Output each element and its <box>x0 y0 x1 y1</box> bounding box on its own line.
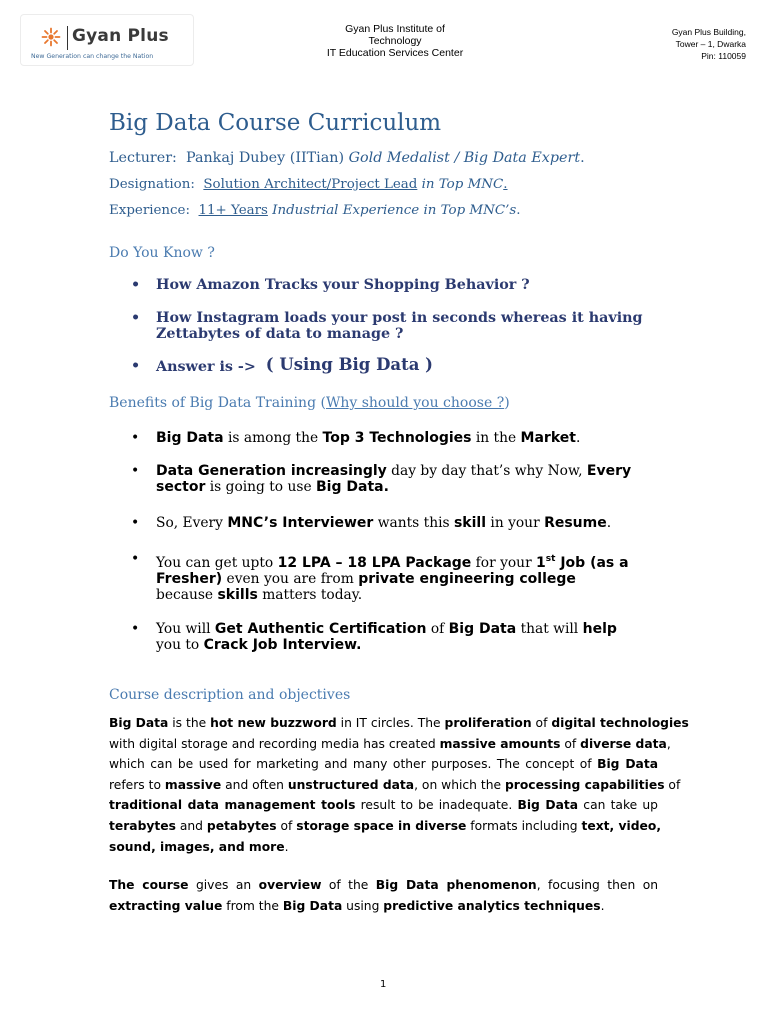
plain-text: of <box>276 818 297 833</box>
plain-text: in IT circles. The <box>336 716 445 730</box>
benefits-heading <box>109 395 510 411</box>
bold-text: storage space in diverse <box>296 818 467 833</box>
designation-role: Solution Architect/Project Lead <box>203 177 418 192</box>
experience-years: 11+ Years <box>198 203 268 218</box>
plain-text: and often <box>221 777 288 792</box>
plain-text: , focusing then on <box>536 878 659 892</box>
bold-text: overview <box>258 878 322 892</box>
lecturer-paren: (IITian) <box>289 150 345 166</box>
plain-text: So, Every <box>156 515 228 531</box>
plain-text: . <box>284 839 289 854</box>
bold-text: Top 3 Technologies <box>322 430 472 446</box>
paragraph-line <box>109 734 671 755</box>
bold-text: Market <box>520 430 576 446</box>
course-paragraph <box>109 875 658 916</box>
bullet-icon: • <box>131 310 141 326</box>
page-title: Big Data Course Curriculum <box>109 110 442 136</box>
plain-text: is the <box>168 716 211 730</box>
list-item-text: Zettabytes of data to manage ? <box>156 326 404 342</box>
bold-text: Resume <box>544 515 607 531</box>
designation-end: . <box>503 177 508 192</box>
plain-text: can take up <box>578 798 658 813</box>
bold-text: Big Data <box>597 757 658 772</box>
lecturer-name: Pankaj Dubey <box>185 150 286 166</box>
paragraph-line <box>109 795 658 816</box>
plain-text: which can be used for marketing and many other purposes. The concept of <box>109 757 598 772</box>
bold-text: proliferation <box>444 716 532 730</box>
plain-text: . <box>575 430 581 446</box>
plain-text: result to be inadequate. <box>355 798 518 813</box>
bold-text: extracting value <box>109 898 223 913</box>
plain-text: for your <box>471 555 537 571</box>
plain-text: is among the <box>223 430 323 446</box>
plain-text: of <box>560 736 581 751</box>
plain-text: You can get upto <box>156 555 278 571</box>
plain-text: even you are from <box>222 571 359 587</box>
course-description-heading: Course description and objectives <box>109 687 351 703</box>
paragraph-line <box>109 816 662 837</box>
bold-text: MNC’s Interviewer <box>227 515 374 531</box>
bullet-icon: • <box>131 358 141 374</box>
plain-text: . <box>606 515 612 531</box>
bold-text: 12 LPA – 18 LPA Package <box>277 555 472 571</box>
institute-line: Technology <box>368 35 422 47</box>
bold-text: 1 <box>536 555 546 571</box>
bold-text: processing capabilities <box>504 777 665 792</box>
plain-text: you to <box>156 637 204 653</box>
address-block <box>606 26 746 62</box>
address-line: Pin: 110059 <box>701 51 746 61</box>
bullet-icon: • <box>131 430 140 446</box>
bold-text: skills <box>217 587 258 603</box>
paragraph-line <box>109 775 681 796</box>
address-line: Tower – 1, Dwarka <box>675 39 746 49</box>
bold-text: Big Data <box>156 430 224 446</box>
experience-line <box>109 203 520 218</box>
logo-name: Gyan Plus <box>72 26 169 46</box>
lecturer-label: Lecturer: <box>109 150 177 166</box>
page-number: 1 <box>380 979 387 990</box>
plain-text: formats including <box>466 818 582 833</box>
bold-text: predictive analytics techniques <box>383 898 601 913</box>
do-you-know-heading: Do You Know ? <box>109 245 215 261</box>
bold-text: digital technologies <box>551 716 689 730</box>
experience-end: . <box>516 203 521 218</box>
bullet-icon: • <box>131 621 140 637</box>
plain-text: of <box>531 716 552 730</box>
lecturer-end: . <box>580 150 585 166</box>
paragraph-line <box>109 875 658 896</box>
bullet-icon: • <box>131 463 140 479</box>
plain-text: using <box>342 898 384 913</box>
course-paragraph <box>109 713 689 857</box>
plain-text: . <box>600 898 605 913</box>
plain-text: You will <box>156 621 215 637</box>
bold-text: Every <box>586 463 632 479</box>
bullet-icon: • <box>131 515 140 531</box>
experience-suffix: Industrial Experience in Top MNC’s <box>272 203 517 218</box>
bold-text: skill <box>453 515 487 531</box>
plain-text: , <box>666 736 671 751</box>
bold-text: Big Data <box>282 898 343 913</box>
plain-text: wants this <box>373 515 454 531</box>
sunburst-logo-icon <box>41 27 61 47</box>
bold-text: diverse data <box>580 736 667 751</box>
lecturer-line <box>109 150 585 166</box>
plain-text: gives an <box>188 878 259 892</box>
superscript-text: st <box>545 554 556 564</box>
institute-name <box>300 23 490 59</box>
bold-text: sound, images, and more <box>109 839 285 854</box>
answer-prefix: Answer is -> <box>156 359 256 375</box>
plain-text: of <box>664 777 681 792</box>
bold-text: Big Data phenomenon <box>375 878 537 892</box>
bold-text: traditional data management tools <box>109 798 356 813</box>
benefits-heading-pre: Benefits of Big Data Training ( <box>109 395 326 411</box>
paragraph-line <box>109 896 658 917</box>
bold-text: Fresher) <box>156 571 223 587</box>
bold-text: text, video, <box>581 818 662 833</box>
bold-text: Crack Job Interview. <box>203 637 362 653</box>
bold-text: petabytes <box>206 818 277 833</box>
bold-text: hot new buzzword <box>210 716 337 730</box>
plain-text: refers to <box>109 777 165 792</box>
bullet-icon: • <box>131 277 141 293</box>
plain-text: with digital storage and recording media has created <box>109 736 440 751</box>
designation-line <box>109 177 508 192</box>
bold-text: Big Data <box>109 716 169 730</box>
bold-text: massive amounts <box>439 736 561 751</box>
bold-text: massive <box>164 777 222 792</box>
bold-text: Get Authentic Certification <box>214 621 427 637</box>
list-item-text: How Instagram loads your post in seconds whereas it having <box>156 310 643 326</box>
bold-text: private engineering college <box>358 571 576 587</box>
plain-text: day by day that’s why Now, <box>386 463 587 479</box>
plain-text: in your <box>486 515 545 531</box>
plain-text: of <box>426 621 449 637</box>
designation-suffix: in Top MNC <box>421 177 504 192</box>
designation-label: Designation: <box>109 177 195 192</box>
institute-line: IT Education Services Center <box>326 47 464 59</box>
bold-text: sector <box>156 479 206 495</box>
plain-text: matters today. <box>257 587 363 603</box>
plain-text: from the <box>222 898 283 913</box>
paragraph-line <box>109 837 658 858</box>
bold-text: The course <box>109 878 189 892</box>
bold-text: Big Data. <box>316 479 389 495</box>
bold-text: terabytes <box>109 818 176 833</box>
list-item-text: How Amazon Tracks your Shopping Behavior ? <box>156 277 530 293</box>
bold-text: Job (as a <box>555 555 629 571</box>
paragraph-line <box>109 713 689 734</box>
bold-text: unstructured data <box>287 777 415 792</box>
plain-text: in the <box>471 430 521 446</box>
plain-text: , on which the <box>414 777 505 792</box>
plain-text: and <box>175 818 207 833</box>
bold-text: Data Generation increasingly <box>156 463 387 479</box>
bold-text: Big Data <box>517 798 579 813</box>
logo-divider <box>67 26 68 50</box>
paragraph-line <box>109 754 658 775</box>
benefits-heading-link: Why should you choose ? <box>325 395 505 411</box>
logo-tagline: New Generation can change the Nation <box>31 53 154 60</box>
bullet-icon: • <box>131 551 140 567</box>
plain-text: is going to use <box>205 479 317 495</box>
plain-text: of the <box>321 878 376 892</box>
logo <box>20 14 194 66</box>
institute-line: Gyan Plus Institute of <box>345 23 445 35</box>
answer-value: ( Using Big Data ) <box>265 355 433 374</box>
experience-label: Experience: <box>109 203 190 218</box>
address-line: Gyan Plus Building, <box>671 27 746 37</box>
lecturer-credentials: Gold Medalist / Big Data Expert <box>348 150 581 166</box>
benefits-heading-post: ) <box>504 395 510 411</box>
bold-text: help <box>582 621 617 637</box>
plain-text: because <box>156 587 218 603</box>
plain-text: that will <box>516 621 583 637</box>
bold-text: Big Data <box>448 621 517 637</box>
